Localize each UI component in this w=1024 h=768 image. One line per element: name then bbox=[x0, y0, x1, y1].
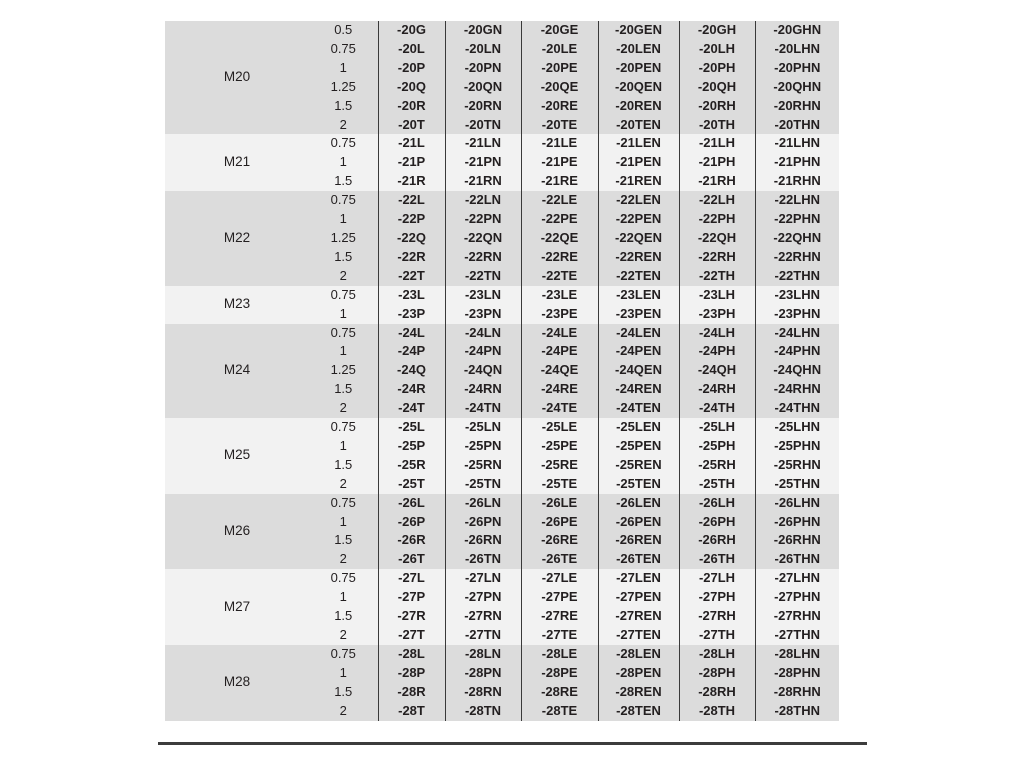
code-cell: -25P bbox=[378, 437, 445, 456]
code-cell: -22L bbox=[378, 191, 445, 210]
code-cell: -24QEN bbox=[598, 361, 679, 380]
code-cell: -25TH bbox=[679, 475, 755, 494]
code-cell: -28LHN bbox=[755, 645, 839, 664]
code-cell: -24PN bbox=[445, 342, 521, 361]
code-cell: -28THN bbox=[755, 702, 839, 721]
code-cell: -27PEN bbox=[598, 588, 679, 607]
pitch-cell: 1 bbox=[309, 588, 378, 607]
code-cell: -23P bbox=[378, 305, 445, 324]
code-cell: -26LEN bbox=[598, 494, 679, 513]
code-cell: -20QE bbox=[521, 78, 598, 97]
code-cell: -28TEN bbox=[598, 702, 679, 721]
thread-size-cell: M22 bbox=[165, 191, 309, 286]
code-cell: -22PE bbox=[521, 210, 598, 229]
code-cell: -26TEN bbox=[598, 550, 679, 569]
code-cell: -27PE bbox=[521, 588, 598, 607]
pitch-cell: 1.5 bbox=[309, 172, 378, 191]
table-row bbox=[165, 418, 839, 437]
code-cell: -25REN bbox=[598, 456, 679, 475]
pitch-cell: 2 bbox=[309, 626, 378, 645]
pitch-cell: 0.75 bbox=[309, 191, 378, 210]
code-cell: -22Q bbox=[378, 229, 445, 248]
code-cell: -21RH bbox=[679, 172, 755, 191]
code-cell: -26L bbox=[378, 494, 445, 513]
code-cell: -27LEN bbox=[598, 569, 679, 588]
code-cell: -25PH bbox=[679, 437, 755, 456]
code-cell: -20PEN bbox=[598, 59, 679, 78]
pitch-cell: 1 bbox=[309, 437, 378, 456]
code-cell: -27LE bbox=[521, 569, 598, 588]
code-cell: -24RN bbox=[445, 380, 521, 399]
code-cell: -24Q bbox=[378, 361, 445, 380]
code-cell: -24PH bbox=[679, 342, 755, 361]
code-cell: -25RN bbox=[445, 456, 521, 475]
code-cell: -24RHN bbox=[755, 380, 839, 399]
code-cell: -20RN bbox=[445, 97, 521, 116]
code-cell: -22LHN bbox=[755, 191, 839, 210]
code-cell: -26LHN bbox=[755, 494, 839, 513]
code-cell: -20QN bbox=[445, 78, 521, 97]
code-cell: -24LHN bbox=[755, 324, 839, 343]
thread-size-cell: M28 bbox=[165, 645, 309, 721]
code-cell: -28RE bbox=[521, 683, 598, 702]
code-cell: -20QH bbox=[679, 78, 755, 97]
code-cell: -28LEN bbox=[598, 645, 679, 664]
code-cell: -21PEN bbox=[598, 153, 679, 172]
table-row bbox=[165, 569, 839, 588]
code-cell: -28TN bbox=[445, 702, 521, 721]
code-cell: -24TEN bbox=[598, 399, 679, 418]
code-cell: -25PN bbox=[445, 437, 521, 456]
code-cell: -28LN bbox=[445, 645, 521, 664]
code-cell: -26TN bbox=[445, 550, 521, 569]
code-cell: -26LN bbox=[445, 494, 521, 513]
pitch-cell: 1 bbox=[309, 513, 378, 532]
code-cell: -28PE bbox=[521, 664, 598, 683]
code-cell: -23LEN bbox=[598, 286, 679, 305]
code-cell: -22LN bbox=[445, 191, 521, 210]
code-cell: -22TH bbox=[679, 267, 755, 286]
table-row bbox=[165, 191, 839, 210]
pitch-cell: 2 bbox=[309, 475, 378, 494]
code-cell: -25PE bbox=[521, 437, 598, 456]
code-cell: -26PEN bbox=[598, 513, 679, 532]
code-cell: -25LHN bbox=[755, 418, 839, 437]
code-cell: -24RH bbox=[679, 380, 755, 399]
code-cell: -22RN bbox=[445, 248, 521, 267]
code-cell: -20GN bbox=[445, 21, 521, 40]
thread-size-cell: M26 bbox=[165, 494, 309, 570]
code-cell: -21R bbox=[378, 172, 445, 191]
thread-size-cell: M20 bbox=[165, 21, 309, 134]
code-cell: -23L bbox=[378, 286, 445, 305]
code-cell: -23PH bbox=[679, 305, 755, 324]
code-cell: -20T bbox=[378, 116, 445, 135]
code-cell: -22QEN bbox=[598, 229, 679, 248]
code-cell: -27LHN bbox=[755, 569, 839, 588]
code-cell: -25L bbox=[378, 418, 445, 437]
pitch-cell: 1.25 bbox=[309, 78, 378, 97]
pitch-cell: 0.75 bbox=[309, 324, 378, 343]
pitch-cell: 1.5 bbox=[309, 97, 378, 116]
code-cell: -26LE bbox=[521, 494, 598, 513]
code-cell: -24R bbox=[378, 380, 445, 399]
code-cell: -27R bbox=[378, 607, 445, 626]
code-cell: -21LH bbox=[679, 134, 755, 153]
code-cell: -24P bbox=[378, 342, 445, 361]
thread-size-cell: M25 bbox=[165, 418, 309, 494]
code-cell: -23PHN bbox=[755, 305, 839, 324]
code-cell: -20TE bbox=[521, 116, 598, 135]
code-cell: -24LEN bbox=[598, 324, 679, 343]
code-cell: -28TE bbox=[521, 702, 598, 721]
code-cell: -27TEN bbox=[598, 626, 679, 645]
pitch-cell: 1.25 bbox=[309, 229, 378, 248]
pitch-cell: 2 bbox=[309, 399, 378, 418]
code-cell: -27RHN bbox=[755, 607, 839, 626]
pitch-cell: 1 bbox=[309, 210, 378, 229]
code-cell: -26TE bbox=[521, 550, 598, 569]
code-cell: -28L bbox=[378, 645, 445, 664]
thread-size-cell: M27 bbox=[165, 569, 309, 645]
code-cell: -24QN bbox=[445, 361, 521, 380]
code-cell: -25RE bbox=[521, 456, 598, 475]
code-cell: -21LEN bbox=[598, 134, 679, 153]
code-cell: -21LE bbox=[521, 134, 598, 153]
table-row bbox=[165, 134, 839, 153]
code-cell: -24THN bbox=[755, 399, 839, 418]
pitch-cell: 1 bbox=[309, 664, 378, 683]
code-cell: -20LN bbox=[445, 40, 521, 59]
code-cell: -21RHN bbox=[755, 172, 839, 191]
code-cell: -27PH bbox=[679, 588, 755, 607]
pitch-cell: 2 bbox=[309, 267, 378, 286]
pitch-cell: 1 bbox=[309, 59, 378, 78]
code-cell: -22QN bbox=[445, 229, 521, 248]
code-cell: -20GE bbox=[521, 21, 598, 40]
code-cell: -24TH bbox=[679, 399, 755, 418]
code-cell: -24TN bbox=[445, 399, 521, 418]
code-cell: -22R bbox=[378, 248, 445, 267]
code-cell: -24PHN bbox=[755, 342, 839, 361]
pitch-cell: 1 bbox=[309, 305, 378, 324]
code-cell: -23LN bbox=[445, 286, 521, 305]
code-cell: -20G bbox=[378, 21, 445, 40]
code-cell: -20QHN bbox=[755, 78, 839, 97]
code-cell: -20RE bbox=[521, 97, 598, 116]
code-cell: -23PE bbox=[521, 305, 598, 324]
code-cell: -20TEN bbox=[598, 116, 679, 135]
code-cell: -28PEN bbox=[598, 664, 679, 683]
code-cell: -21PHN bbox=[755, 153, 839, 172]
pitch-cell: 0.75 bbox=[309, 645, 378, 664]
pitch-cell: 1.5 bbox=[309, 683, 378, 702]
code-cell: -27TH bbox=[679, 626, 755, 645]
code-cell: -27TN bbox=[445, 626, 521, 645]
code-cell: -21PH bbox=[679, 153, 755, 172]
code-cell: -27REN bbox=[598, 607, 679, 626]
code-cell: -22LE bbox=[521, 191, 598, 210]
code-cell: -25LEN bbox=[598, 418, 679, 437]
code-cell: -20L bbox=[378, 40, 445, 59]
code-cell: -26TH bbox=[679, 550, 755, 569]
pitch-cell: 0.75 bbox=[309, 418, 378, 437]
code-cell: -23LH bbox=[679, 286, 755, 305]
table-row bbox=[165, 286, 839, 305]
pitch-cell: 1.5 bbox=[309, 531, 378, 550]
code-cell: -21REN bbox=[598, 172, 679, 191]
thread-code-table bbox=[165, 21, 839, 721]
code-cell: -28RH bbox=[679, 683, 755, 702]
code-cell: -25R bbox=[378, 456, 445, 475]
pitch-cell: 1 bbox=[309, 153, 378, 172]
code-cell: -23PN bbox=[445, 305, 521, 324]
code-cell: -24TE bbox=[521, 399, 598, 418]
code-cell: -25TE bbox=[521, 475, 598, 494]
code-cell: -21PE bbox=[521, 153, 598, 172]
pitch-cell: 0.75 bbox=[309, 569, 378, 588]
code-cell: -22LH bbox=[679, 191, 755, 210]
code-cell: -22REN bbox=[598, 248, 679, 267]
pitch-cell: 1.5 bbox=[309, 607, 378, 626]
code-cell: -22TEN bbox=[598, 267, 679, 286]
code-cell: -27RH bbox=[679, 607, 755, 626]
code-cell: -24QH bbox=[679, 361, 755, 380]
code-cell: -28LH bbox=[679, 645, 755, 664]
code-cell: -26RN bbox=[445, 531, 521, 550]
thread-size-cell: M24 bbox=[165, 324, 309, 419]
code-cell: -21P bbox=[378, 153, 445, 172]
code-cell: -20GEN bbox=[598, 21, 679, 40]
thread-size-cell: M23 bbox=[165, 286, 309, 324]
code-cell: -26RHN bbox=[755, 531, 839, 550]
code-cell: -24L bbox=[378, 324, 445, 343]
code-cell: -22QHN bbox=[755, 229, 839, 248]
code-cell: -20GH bbox=[679, 21, 755, 40]
pitch-cell: 2 bbox=[309, 550, 378, 569]
code-cell: -24PE bbox=[521, 342, 598, 361]
pitch-cell: 1.5 bbox=[309, 248, 378, 267]
table-row bbox=[165, 324, 839, 343]
code-cell: -28LE bbox=[521, 645, 598, 664]
code-cell: -25TN bbox=[445, 475, 521, 494]
table-row bbox=[165, 645, 839, 664]
code-cell: -26R bbox=[378, 531, 445, 550]
code-cell: -26PE bbox=[521, 513, 598, 532]
code-cell: -23LE bbox=[521, 286, 598, 305]
code-cell: -27PHN bbox=[755, 588, 839, 607]
code-cell: -22P bbox=[378, 210, 445, 229]
code-cell: -24QHN bbox=[755, 361, 839, 380]
code-cell: -28TH bbox=[679, 702, 755, 721]
table-row bbox=[165, 21, 839, 40]
code-cell: -27TE bbox=[521, 626, 598, 645]
code-cell: -22TN bbox=[445, 267, 521, 286]
code-cell: -20P bbox=[378, 59, 445, 78]
code-cell: -27THN bbox=[755, 626, 839, 645]
code-cell: -28T bbox=[378, 702, 445, 721]
code-cell: -27LN bbox=[445, 569, 521, 588]
code-cell: -28PH bbox=[679, 664, 755, 683]
pitch-cell: 1.25 bbox=[309, 361, 378, 380]
code-cell: -20RHN bbox=[755, 97, 839, 116]
pitch-cell: 1 bbox=[309, 342, 378, 361]
code-cell: -27P bbox=[378, 588, 445, 607]
pitch-cell: 0.5 bbox=[309, 21, 378, 40]
code-cell: -22PN bbox=[445, 210, 521, 229]
code-cell: -28RN bbox=[445, 683, 521, 702]
code-cell: -25PEN bbox=[598, 437, 679, 456]
pitch-cell: 2 bbox=[309, 116, 378, 135]
code-cell: -25RH bbox=[679, 456, 755, 475]
code-cell: -24LE bbox=[521, 324, 598, 343]
code-cell: -22TE bbox=[521, 267, 598, 286]
code-cell: -26PHN bbox=[755, 513, 839, 532]
code-cell: -21L bbox=[378, 134, 445, 153]
code-cell: -27T bbox=[378, 626, 445, 645]
code-cell: -26PH bbox=[679, 513, 755, 532]
code-cell: -28RHN bbox=[755, 683, 839, 702]
code-cell: -21PN bbox=[445, 153, 521, 172]
code-cell: -28P bbox=[378, 664, 445, 683]
code-cell: -22PH bbox=[679, 210, 755, 229]
code-cell: -28PHN bbox=[755, 664, 839, 683]
code-cell: -27LH bbox=[679, 569, 755, 588]
pitch-cell: 1.5 bbox=[309, 456, 378, 475]
code-cell: -27PN bbox=[445, 588, 521, 607]
code-cell: -26RH bbox=[679, 531, 755, 550]
code-cell: -27L bbox=[378, 569, 445, 588]
code-cell: -24QE bbox=[521, 361, 598, 380]
code-cell: -22LEN bbox=[598, 191, 679, 210]
code-cell: -26P bbox=[378, 513, 445, 532]
pitch-cell: 0.75 bbox=[309, 134, 378, 153]
code-cell: -20PH bbox=[679, 59, 755, 78]
pitch-cell: 0.75 bbox=[309, 286, 378, 305]
code-cell: -26RE bbox=[521, 531, 598, 550]
code-cell: -26LH bbox=[679, 494, 755, 513]
code-cell: -23LHN bbox=[755, 286, 839, 305]
code-cell: -24LN bbox=[445, 324, 521, 343]
code-cell: -20PE bbox=[521, 59, 598, 78]
code-cell: -21RE bbox=[521, 172, 598, 191]
code-cell: -20REN bbox=[598, 97, 679, 116]
code-cell: -21RN bbox=[445, 172, 521, 191]
table-body bbox=[165, 21, 839, 721]
code-cell: -27RN bbox=[445, 607, 521, 626]
bottom-rule bbox=[158, 742, 867, 745]
code-cell: -21LN bbox=[445, 134, 521, 153]
pitch-cell: 0.75 bbox=[309, 494, 378, 513]
code-cell: -20RH bbox=[679, 97, 755, 116]
code-cell: -20LEN bbox=[598, 40, 679, 59]
code-cell: -20LH bbox=[679, 40, 755, 59]
code-cell: -22T bbox=[378, 267, 445, 286]
thread-size-cell: M21 bbox=[165, 134, 309, 191]
code-cell: -25LH bbox=[679, 418, 755, 437]
code-cell: -25RHN bbox=[755, 456, 839, 475]
code-cell: -27RE bbox=[521, 607, 598, 626]
code-cell: -28REN bbox=[598, 683, 679, 702]
code-cell: -22PEN bbox=[598, 210, 679, 229]
code-cell: -26THN bbox=[755, 550, 839, 569]
code-cell: -20PHN bbox=[755, 59, 839, 78]
code-cell: -25PHN bbox=[755, 437, 839, 456]
code-cell: -26PN bbox=[445, 513, 521, 532]
table-row bbox=[165, 494, 839, 513]
code-cell: -20R bbox=[378, 97, 445, 116]
code-cell: -20Q bbox=[378, 78, 445, 97]
pitch-cell: 1.5 bbox=[309, 380, 378, 399]
code-cell: -23PEN bbox=[598, 305, 679, 324]
pitch-cell: 2 bbox=[309, 702, 378, 721]
code-cell: -22RHN bbox=[755, 248, 839, 267]
code-cell: -22RH bbox=[679, 248, 755, 267]
code-cell: -20GHN bbox=[755, 21, 839, 40]
code-cell: -26T bbox=[378, 550, 445, 569]
code-cell: -24REN bbox=[598, 380, 679, 399]
code-cell: -20LHN bbox=[755, 40, 839, 59]
code-cell: -24LH bbox=[679, 324, 755, 343]
code-cell: -28PN bbox=[445, 664, 521, 683]
code-cell: -25LN bbox=[445, 418, 521, 437]
code-cell: -20TH bbox=[679, 116, 755, 135]
code-cell: -22QH bbox=[679, 229, 755, 248]
code-cell: -25TEN bbox=[598, 475, 679, 494]
code-cell: -26REN bbox=[598, 531, 679, 550]
code-cell: -24T bbox=[378, 399, 445, 418]
code-cell: -24PEN bbox=[598, 342, 679, 361]
code-cell: -28R bbox=[378, 683, 445, 702]
code-cell: -25THN bbox=[755, 475, 839, 494]
code-cell: -20LE bbox=[521, 40, 598, 59]
code-cell: -22THN bbox=[755, 267, 839, 286]
code-cell: -25LE bbox=[521, 418, 598, 437]
code-cell: -20THN bbox=[755, 116, 839, 135]
code-cell: -24RE bbox=[521, 380, 598, 399]
code-cell: -22RE bbox=[521, 248, 598, 267]
pitch-cell: 0.75 bbox=[309, 40, 378, 59]
code-cell: -22PHN bbox=[755, 210, 839, 229]
code-cell: -22QE bbox=[521, 229, 598, 248]
code-cell: -21LHN bbox=[755, 134, 839, 153]
code-cell: -20TN bbox=[445, 116, 521, 135]
code-cell: -20PN bbox=[445, 59, 521, 78]
code-cell: -20QEN bbox=[598, 78, 679, 97]
code-cell: -25T bbox=[378, 475, 445, 494]
